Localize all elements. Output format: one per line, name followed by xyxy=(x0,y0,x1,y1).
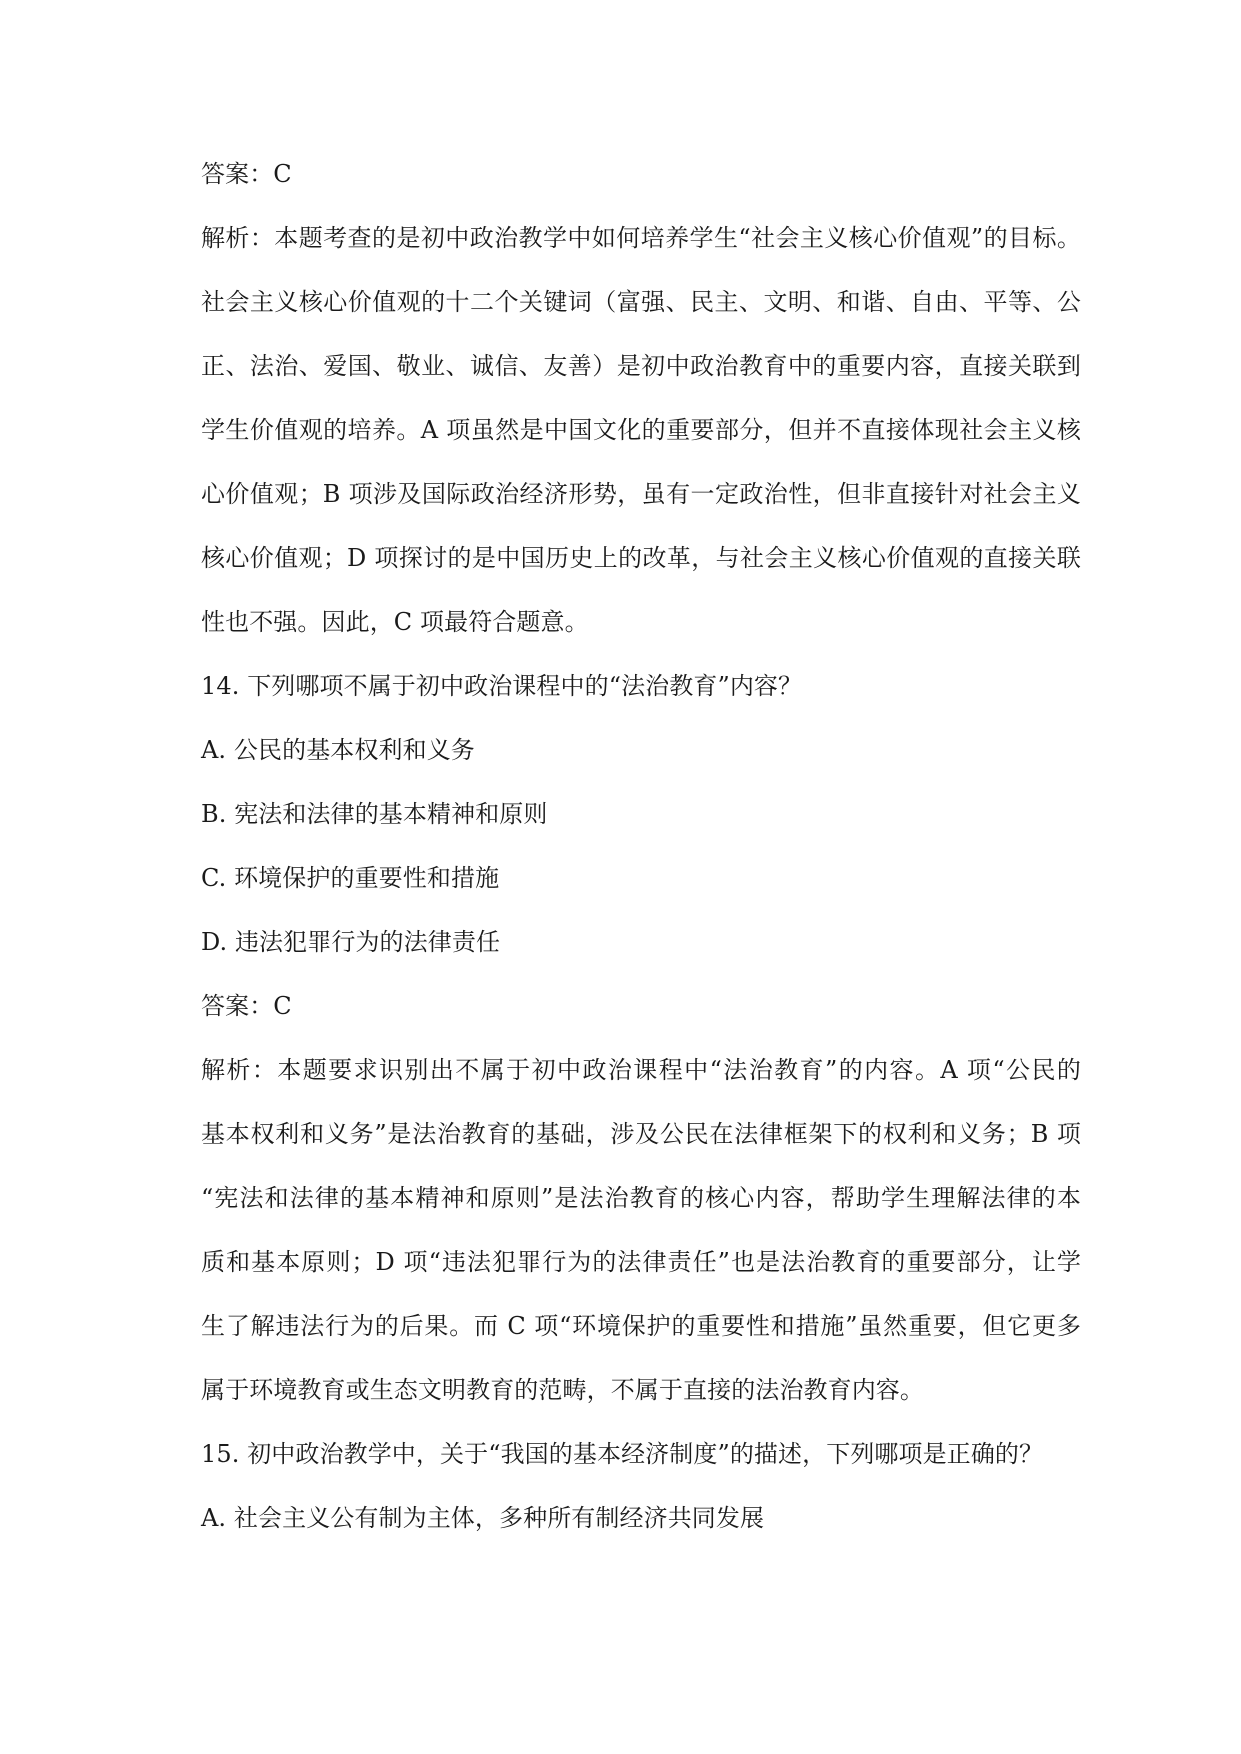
text-line: 质和基本原则；D 项“违法犯罪行为的法律责任”也是法治教育的重要部分，让学 xyxy=(201,1248,1081,1276)
q15-question xyxy=(201,1422,1081,1486)
q14-option-c xyxy=(201,846,1081,910)
text-line: “宪法和法律的基本精神和原则”是法治教育的核心内容，帮助学生理解法律的本 xyxy=(201,1184,1081,1212)
text-line: 属于环境教育或生态文明教育的范畴，不属于直接的法治教育内容。 xyxy=(201,1376,924,1404)
page-content xyxy=(201,142,1081,1550)
text-line: 答案：C xyxy=(201,160,292,188)
text-line: 基本权利和义务”是法治教育的基础，涉及公民在法律框架下的权利和义务；B 项 xyxy=(201,1120,1081,1148)
text-line: 心价值观；B 项涉及国际政治经济形势，虽有一定政治性，但非直接针对社会主义 xyxy=(201,480,1081,508)
q14-analysis xyxy=(201,1038,1081,1422)
text-line: 核心价值观；D 项探讨的是中国历史上的改革，与社会主义核心价值观的直接关联 xyxy=(201,544,1081,572)
question-text: 14. 下列哪项不属于初中政治课程中的“法治教育”内容？ xyxy=(201,672,803,700)
question-text: 15. 初中政治教学中，关于“我国的基本经济制度”的描述，下列哪项是正确的？ xyxy=(201,1440,1044,1468)
text-line: 社会主义核心价值观的十二个关键词（富强、民主、文明、和谐、自由、平等、公 xyxy=(201,288,1081,316)
q14-option-b xyxy=(201,782,1081,846)
option-text: C. 环境保护的重要性和措施 xyxy=(201,864,500,892)
q14-option-a xyxy=(201,718,1081,782)
option-text: D. 违法犯罪行为的法律责任 xyxy=(201,928,501,956)
q13-answer xyxy=(201,142,1081,206)
q14-option-d xyxy=(201,910,1081,974)
text-line: 答案：C xyxy=(201,992,292,1020)
option-text: B. 宪法和法律的基本精神和原则 xyxy=(201,800,548,828)
option-text: A. 社会主义公有制为主体，多种所有制经济共同发展 xyxy=(201,1504,765,1532)
q14-answer xyxy=(201,974,1081,1038)
q15-option-a xyxy=(201,1486,1081,1550)
text-line: 学生价值观的培养。A 项虽然是中国文化的重要部分，但并不直接体现社会主义核 xyxy=(201,416,1081,444)
text-line: 正、法治、爱国、敬业、诚信、友善）是初中政治教育中的重要内容，直接关联到 xyxy=(201,352,1081,380)
option-text: A. 公民的基本权利和义务 xyxy=(201,736,475,764)
text-line: 生了解违法行为的后果。而 C 项“环境保护的重要性和措施”虽然重要，但它更多 xyxy=(201,1312,1081,1340)
q13-analysis xyxy=(201,206,1081,654)
q14-question xyxy=(201,654,1081,718)
text-line: 解析：本题要求识别出不属于初中政治课程中“法治教育”的内容。A 项“公民的 xyxy=(201,1056,1081,1084)
text-line: 性也不强。因此，C 项最符合题意。 xyxy=(201,608,589,636)
text-line: 解析：本题考查的是初中政治教学中如何培养学生“社会主义核心价值观”的目标。 xyxy=(201,224,1081,252)
